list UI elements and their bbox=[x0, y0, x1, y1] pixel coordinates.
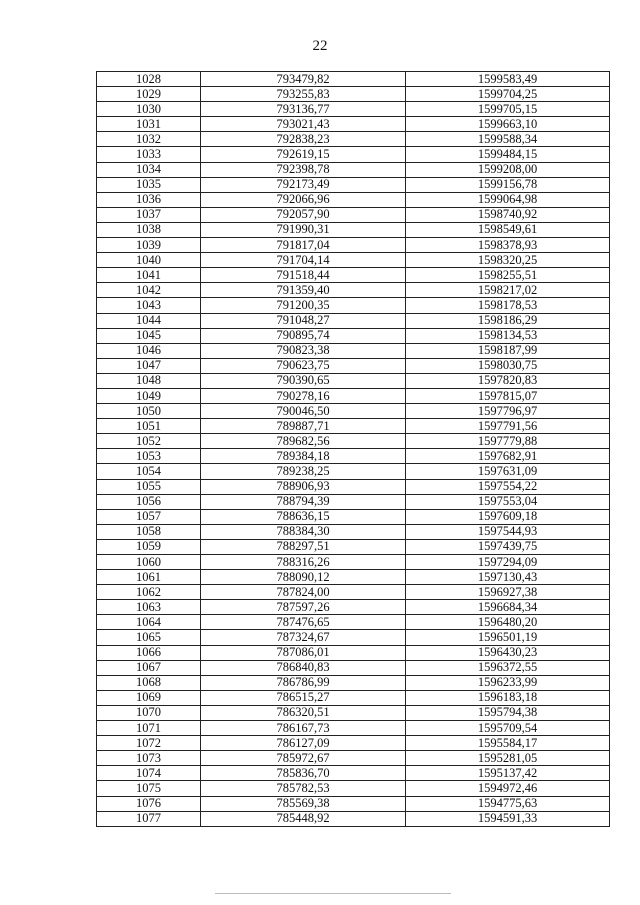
point-number-cell: 1034 bbox=[97, 162, 201, 177]
point-number-cell: 1058 bbox=[97, 524, 201, 539]
x-coordinate-cell: 790390,65 bbox=[201, 373, 406, 388]
point-number-cell: 1056 bbox=[97, 494, 201, 509]
point-number-cell: 1072 bbox=[97, 736, 201, 751]
x-coordinate-cell: 791990,31 bbox=[201, 222, 406, 237]
y-coordinate-cell: 1597815,07 bbox=[406, 388, 610, 403]
table-row bbox=[97, 751, 610, 766]
table-row bbox=[97, 87, 610, 102]
y-coordinate-cell: 1598134,53 bbox=[406, 328, 610, 343]
point-number-cell: 1049 bbox=[97, 388, 201, 403]
y-coordinate-cell: 1597779,88 bbox=[406, 434, 610, 449]
table-row bbox=[97, 615, 610, 630]
x-coordinate-cell: 791704,14 bbox=[201, 253, 406, 268]
point-number-cell: 1030 bbox=[97, 102, 201, 117]
point-number-cell: 1074 bbox=[97, 766, 201, 781]
y-coordinate-cell: 1595794,38 bbox=[406, 705, 610, 720]
x-coordinate-cell: 786840,83 bbox=[201, 660, 406, 675]
x-coordinate-cell: 788316,26 bbox=[201, 555, 406, 570]
point-number-cell: 1063 bbox=[97, 600, 201, 615]
y-coordinate-cell: 1594775,63 bbox=[406, 796, 610, 811]
y-coordinate-cell: 1598378,93 bbox=[406, 238, 610, 253]
point-number-cell: 1036 bbox=[97, 192, 201, 207]
table-row bbox=[97, 283, 610, 298]
y-coordinate-cell: 1599704,25 bbox=[406, 87, 610, 102]
table-row bbox=[97, 494, 610, 509]
x-coordinate-cell: 786127,09 bbox=[201, 736, 406, 751]
y-coordinate-cell: 1599156,78 bbox=[406, 177, 610, 192]
x-coordinate-cell: 787824,00 bbox=[201, 585, 406, 600]
y-coordinate-cell: 1597294,09 bbox=[406, 555, 610, 570]
y-coordinate-cell: 1597553,04 bbox=[406, 494, 610, 509]
table-row bbox=[97, 147, 610, 162]
table-row bbox=[97, 373, 610, 388]
point-number-cell: 1062 bbox=[97, 585, 201, 600]
y-coordinate-cell: 1598549,61 bbox=[406, 222, 610, 237]
point-number-cell: 1053 bbox=[97, 449, 201, 464]
point-number-cell: 1075 bbox=[97, 781, 201, 796]
y-coordinate-cell: 1595137,42 bbox=[406, 766, 610, 781]
point-number-cell: 1029 bbox=[97, 87, 201, 102]
y-coordinate-cell: 1597791,56 bbox=[406, 419, 610, 434]
x-coordinate-cell: 790895,74 bbox=[201, 328, 406, 343]
y-coordinate-cell: 1597796,97 bbox=[406, 404, 610, 419]
table-row bbox=[97, 796, 610, 811]
table-row bbox=[97, 509, 610, 524]
table-row bbox=[97, 811, 610, 826]
x-coordinate-cell: 793136,77 bbox=[201, 102, 406, 117]
point-number-cell: 1057 bbox=[97, 509, 201, 524]
table-row bbox=[97, 690, 610, 705]
coordinates-table bbox=[96, 71, 610, 827]
x-coordinate-cell: 785782,53 bbox=[201, 781, 406, 796]
table-row bbox=[97, 705, 610, 720]
point-number-cell: 1032 bbox=[97, 132, 201, 147]
y-coordinate-cell: 1596501,19 bbox=[406, 630, 610, 645]
y-coordinate-cell: 1596233,99 bbox=[406, 675, 610, 690]
table-row bbox=[97, 162, 610, 177]
table-row bbox=[97, 449, 610, 464]
y-coordinate-cell: 1596183,18 bbox=[406, 690, 610, 705]
point-number-cell: 1050 bbox=[97, 404, 201, 419]
point-number-cell: 1061 bbox=[97, 570, 201, 585]
point-number-cell: 1077 bbox=[97, 811, 201, 826]
table-row bbox=[97, 358, 610, 373]
x-coordinate-cell: 786515,27 bbox=[201, 690, 406, 705]
point-number-cell: 1071 bbox=[97, 721, 201, 736]
x-coordinate-cell: 792066,96 bbox=[201, 192, 406, 207]
y-coordinate-cell: 1598187,99 bbox=[406, 343, 610, 358]
point-number-cell: 1073 bbox=[97, 751, 201, 766]
x-coordinate-cell: 788906,93 bbox=[201, 479, 406, 494]
point-number-cell: 1064 bbox=[97, 615, 201, 630]
y-coordinate-cell: 1596927,38 bbox=[406, 585, 610, 600]
y-coordinate-cell: 1599583,49 bbox=[406, 72, 610, 87]
table-row bbox=[97, 585, 610, 600]
y-coordinate-cell: 1595709,54 bbox=[406, 721, 610, 736]
y-coordinate-cell: 1596684,34 bbox=[406, 600, 610, 615]
y-coordinate-cell: 1599663,10 bbox=[406, 117, 610, 132]
point-number-cell: 1066 bbox=[97, 645, 201, 660]
y-coordinate-cell: 1596480,20 bbox=[406, 615, 610, 630]
x-coordinate-cell: 789682,56 bbox=[201, 434, 406, 449]
y-coordinate-cell: 1598320,25 bbox=[406, 253, 610, 268]
x-coordinate-cell: 791048,27 bbox=[201, 313, 406, 328]
table-row bbox=[97, 192, 610, 207]
x-coordinate-cell: 788297,51 bbox=[201, 539, 406, 554]
point-number-cell: 1045 bbox=[97, 328, 201, 343]
y-coordinate-cell: 1598255,51 bbox=[406, 268, 610, 283]
point-number-cell: 1039 bbox=[97, 238, 201, 253]
table-row bbox=[97, 313, 610, 328]
table-row bbox=[97, 464, 610, 479]
table-row bbox=[97, 600, 610, 615]
table-row bbox=[97, 675, 610, 690]
x-coordinate-cell: 786320,51 bbox=[201, 705, 406, 720]
table-row bbox=[97, 479, 610, 494]
point-number-cell: 1052 bbox=[97, 434, 201, 449]
x-coordinate-cell: 788384,30 bbox=[201, 524, 406, 539]
table-row bbox=[97, 539, 610, 554]
point-number-cell: 1068 bbox=[97, 675, 201, 690]
table-row bbox=[97, 207, 610, 222]
y-coordinate-cell: 1598178,53 bbox=[406, 298, 610, 313]
point-number-cell: 1033 bbox=[97, 147, 201, 162]
table-row bbox=[97, 736, 610, 751]
y-coordinate-cell: 1599484,15 bbox=[406, 147, 610, 162]
x-coordinate-cell: 787324,67 bbox=[201, 630, 406, 645]
table-row bbox=[97, 630, 610, 645]
x-coordinate-cell: 790046,50 bbox=[201, 404, 406, 419]
table-row bbox=[97, 298, 610, 313]
table-row bbox=[97, 766, 610, 781]
x-coordinate-cell: 791518,44 bbox=[201, 268, 406, 283]
table-row bbox=[97, 404, 610, 419]
point-number-cell: 1067 bbox=[97, 660, 201, 675]
x-coordinate-cell: 790623,75 bbox=[201, 358, 406, 373]
coordinates-table-body bbox=[97, 72, 610, 827]
x-coordinate-cell: 790823,38 bbox=[201, 343, 406, 358]
x-coordinate-cell: 788090,12 bbox=[201, 570, 406, 585]
y-coordinate-cell: 1597631,09 bbox=[406, 464, 610, 479]
x-coordinate-cell: 792838,23 bbox=[201, 132, 406, 147]
point-number-cell: 1028 bbox=[97, 72, 201, 87]
point-number-cell: 1047 bbox=[97, 358, 201, 373]
table-row bbox=[97, 177, 610, 192]
x-coordinate-cell: 788794,39 bbox=[201, 494, 406, 509]
table-row bbox=[97, 419, 610, 434]
table-row bbox=[97, 434, 610, 449]
table-row bbox=[97, 524, 610, 539]
y-coordinate-cell: 1594591,33 bbox=[406, 811, 610, 826]
x-coordinate-cell: 792398,78 bbox=[201, 162, 406, 177]
point-number-cell: 1065 bbox=[97, 630, 201, 645]
y-coordinate-cell: 1597609,18 bbox=[406, 509, 610, 524]
table-row bbox=[97, 72, 610, 87]
table-row bbox=[97, 570, 610, 585]
x-coordinate-cell: 788636,15 bbox=[201, 509, 406, 524]
x-coordinate-cell: 792173,49 bbox=[201, 177, 406, 192]
y-coordinate-cell: 1596372,55 bbox=[406, 660, 610, 675]
footer-divider bbox=[215, 893, 451, 894]
page-number: 22 bbox=[312, 38, 328, 54]
y-coordinate-cell: 1595584,17 bbox=[406, 736, 610, 751]
table-row bbox=[97, 555, 610, 570]
y-coordinate-cell: 1597130,43 bbox=[406, 570, 610, 585]
table-row bbox=[97, 253, 610, 268]
x-coordinate-cell: 793255,83 bbox=[201, 87, 406, 102]
x-coordinate-cell: 790278,16 bbox=[201, 388, 406, 403]
point-number-cell: 1060 bbox=[97, 555, 201, 570]
y-coordinate-cell: 1598740,92 bbox=[406, 207, 610, 222]
table-row bbox=[97, 222, 610, 237]
table-row bbox=[97, 660, 610, 675]
table-row bbox=[97, 268, 610, 283]
point-number-cell: 1070 bbox=[97, 705, 201, 720]
x-coordinate-cell: 793479,82 bbox=[201, 72, 406, 87]
table-row bbox=[97, 117, 610, 132]
x-coordinate-cell: 787476,65 bbox=[201, 615, 406, 630]
point-number-cell: 1046 bbox=[97, 343, 201, 358]
table-row bbox=[97, 102, 610, 117]
y-coordinate-cell: 1597682,91 bbox=[406, 449, 610, 464]
point-number-cell: 1043 bbox=[97, 298, 201, 313]
table-row bbox=[97, 781, 610, 796]
x-coordinate-cell: 785836,70 bbox=[201, 766, 406, 781]
point-number-cell: 1042 bbox=[97, 283, 201, 298]
point-number-cell: 1038 bbox=[97, 222, 201, 237]
point-number-cell: 1040 bbox=[97, 253, 201, 268]
x-coordinate-cell: 787086,01 bbox=[201, 645, 406, 660]
y-coordinate-cell: 1599208,00 bbox=[406, 162, 610, 177]
y-coordinate-cell: 1598186,29 bbox=[406, 313, 610, 328]
y-coordinate-cell: 1599064,98 bbox=[406, 192, 610, 207]
table-row bbox=[97, 132, 610, 147]
point-number-cell: 1031 bbox=[97, 117, 201, 132]
x-coordinate-cell: 791200,35 bbox=[201, 298, 406, 313]
y-coordinate-cell: 1598030,75 bbox=[406, 358, 610, 373]
table-row bbox=[97, 328, 610, 343]
point-number-cell: 1037 bbox=[97, 207, 201, 222]
point-number-cell: 1051 bbox=[97, 419, 201, 434]
x-coordinate-cell: 785448,92 bbox=[201, 811, 406, 826]
y-coordinate-cell: 1599705,15 bbox=[406, 102, 610, 117]
x-coordinate-cell: 793021,43 bbox=[201, 117, 406, 132]
table-row bbox=[97, 388, 610, 403]
y-coordinate-cell: 1596430,23 bbox=[406, 645, 610, 660]
point-number-cell: 1069 bbox=[97, 690, 201, 705]
y-coordinate-cell: 1598217,02 bbox=[406, 283, 610, 298]
table-row bbox=[97, 238, 610, 253]
y-coordinate-cell: 1597544,93 bbox=[406, 524, 610, 539]
y-coordinate-cell: 1594972,46 bbox=[406, 781, 610, 796]
x-coordinate-cell: 792619,15 bbox=[201, 147, 406, 162]
y-coordinate-cell: 1597439,75 bbox=[406, 539, 610, 554]
y-coordinate-cell: 1597554,22 bbox=[406, 479, 610, 494]
point-number-cell: 1048 bbox=[97, 373, 201, 388]
x-coordinate-cell: 791817,04 bbox=[201, 238, 406, 253]
point-number-cell: 1076 bbox=[97, 796, 201, 811]
point-number-cell: 1059 bbox=[97, 539, 201, 554]
x-coordinate-cell: 789238,25 bbox=[201, 464, 406, 479]
y-coordinate-cell: 1595281,05 bbox=[406, 751, 610, 766]
x-coordinate-cell: 792057,90 bbox=[201, 207, 406, 222]
point-number-cell: 1054 bbox=[97, 464, 201, 479]
x-coordinate-cell: 791359,40 bbox=[201, 283, 406, 298]
y-coordinate-cell: 1597820,83 bbox=[406, 373, 610, 388]
x-coordinate-cell: 785972,67 bbox=[201, 751, 406, 766]
y-coordinate-cell: 1599588,34 bbox=[406, 132, 610, 147]
point-number-cell: 1041 bbox=[97, 268, 201, 283]
x-coordinate-cell: 785569,38 bbox=[201, 796, 406, 811]
x-coordinate-cell: 786167,73 bbox=[201, 721, 406, 736]
x-coordinate-cell: 789384,18 bbox=[201, 449, 406, 464]
table-row bbox=[97, 645, 610, 660]
x-coordinate-cell: 786786,99 bbox=[201, 675, 406, 690]
table-row bbox=[97, 343, 610, 358]
point-number-cell: 1035 bbox=[97, 177, 201, 192]
x-coordinate-cell: 789887,71 bbox=[201, 419, 406, 434]
table-row bbox=[97, 721, 610, 736]
x-coordinate-cell: 787597,26 bbox=[201, 600, 406, 615]
point-number-cell: 1044 bbox=[97, 313, 201, 328]
point-number-cell: 1055 bbox=[97, 479, 201, 494]
